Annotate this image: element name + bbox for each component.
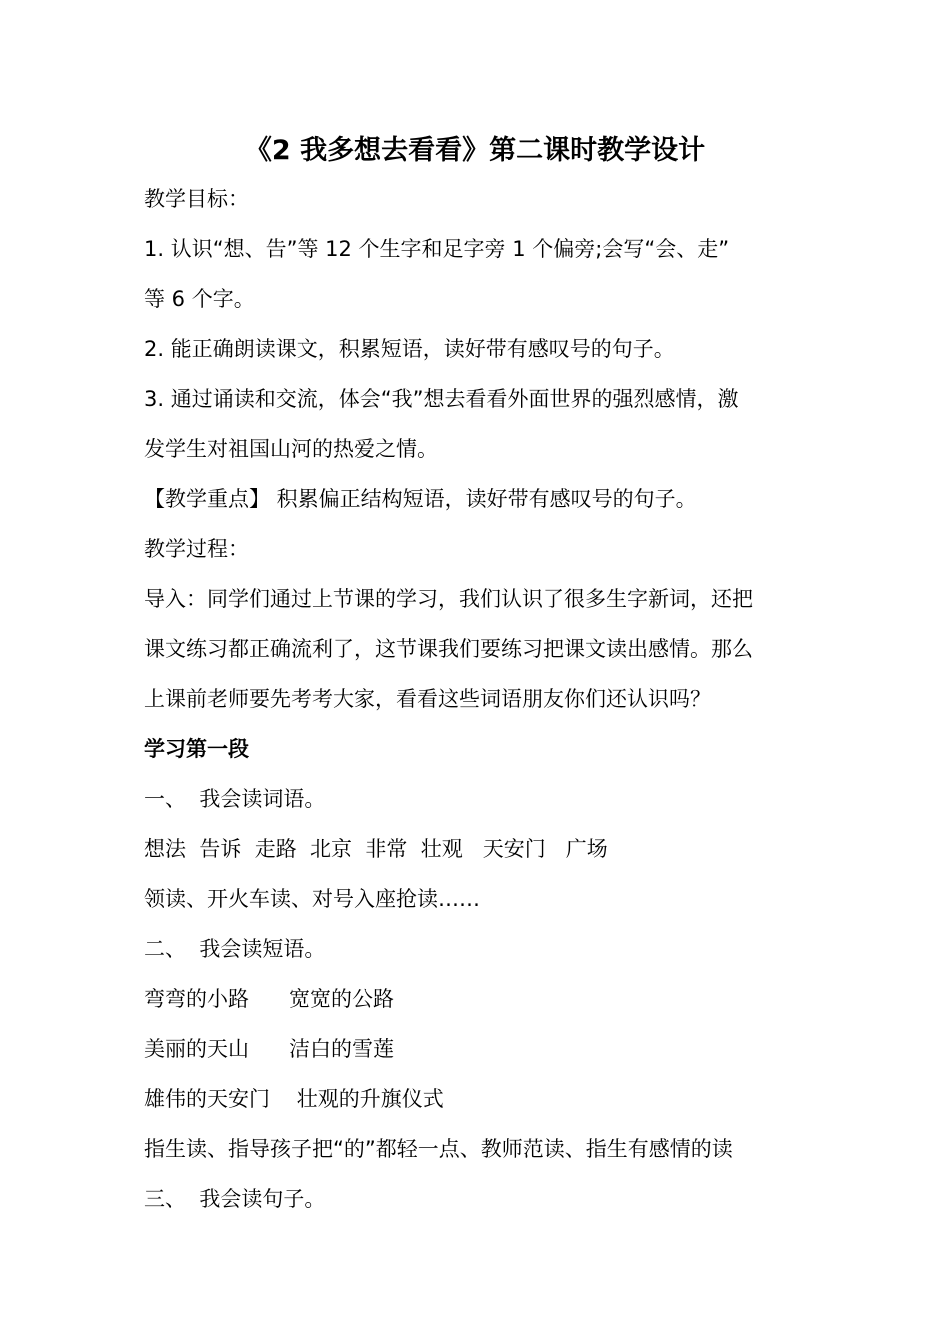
intro-line-2: 课文练习都正确流利了，这节课我们要练习把课文读出感情。那么 [144, 637, 753, 661]
step-1-heading: 一、 我会读词语。 [144, 787, 326, 811]
phrase-row-1: 弯弯的小路 宽宽的公路 [144, 987, 395, 1011]
document-title: 《2 我多想去看看》第二课时教学设计 [244, 135, 706, 166]
goal-3-line-2: 发学生对祖国山河的热爱之情。 [144, 437, 438, 461]
phrase-reading-guidance: 指生读、指导孩子把“的”都轻一点、教师范读、指生有感情的读 [144, 1137, 733, 1161]
goal-1-line-2: 等 6 个字。 [144, 287, 255, 311]
section-heading-paragraph-1: 学习第一段 [144, 737, 249, 761]
step-3-heading: 三、 我会读句子。 [144, 1187, 326, 1211]
intro-line-3: 上课前老师要先考考大家，看看这些词语朋友你们还认识吗？ [144, 687, 711, 711]
phrase-row-3: 雄伟的天安门 壮观的升旗仪式 [144, 1087, 444, 1111]
reading-methods: 领读、开火车读、对号入座抢读…… [144, 887, 480, 911]
goal-2: 2. 能正确朗读课文，积累短语，读好带有感叹号的句子。 [144, 337, 675, 361]
goal-1-line-1: 1. 认识“想、告”等 12 个生字和足字旁 1 个偏旁;会写“会、走” [144, 237, 730, 261]
key-point: 【教学重点】 积累偏正结构短语，读好带有感叹号的句子。 [144, 487, 697, 511]
goal-3-line-1: 3. 通过诵读和交流，体会“我”想去看看外面世界的强烈感情，激 [144, 387, 739, 411]
phrase-row-2: 美丽的天山 洁白的雪莲 [144, 1037, 395, 1061]
section-label-process: 教学过程： [144, 537, 249, 561]
word-list: 想法 告诉 走路 北京 非常 壮观 天安门 广场 [144, 837, 608, 861]
step-2-heading: 二、 我会读短语。 [144, 937, 326, 961]
section-label-goals: 教学目标： [144, 187, 249, 211]
intro-line-1: 导入：同学们通过上节课的学习，我们认识了很多生字新词，还把 [144, 587, 753, 611]
